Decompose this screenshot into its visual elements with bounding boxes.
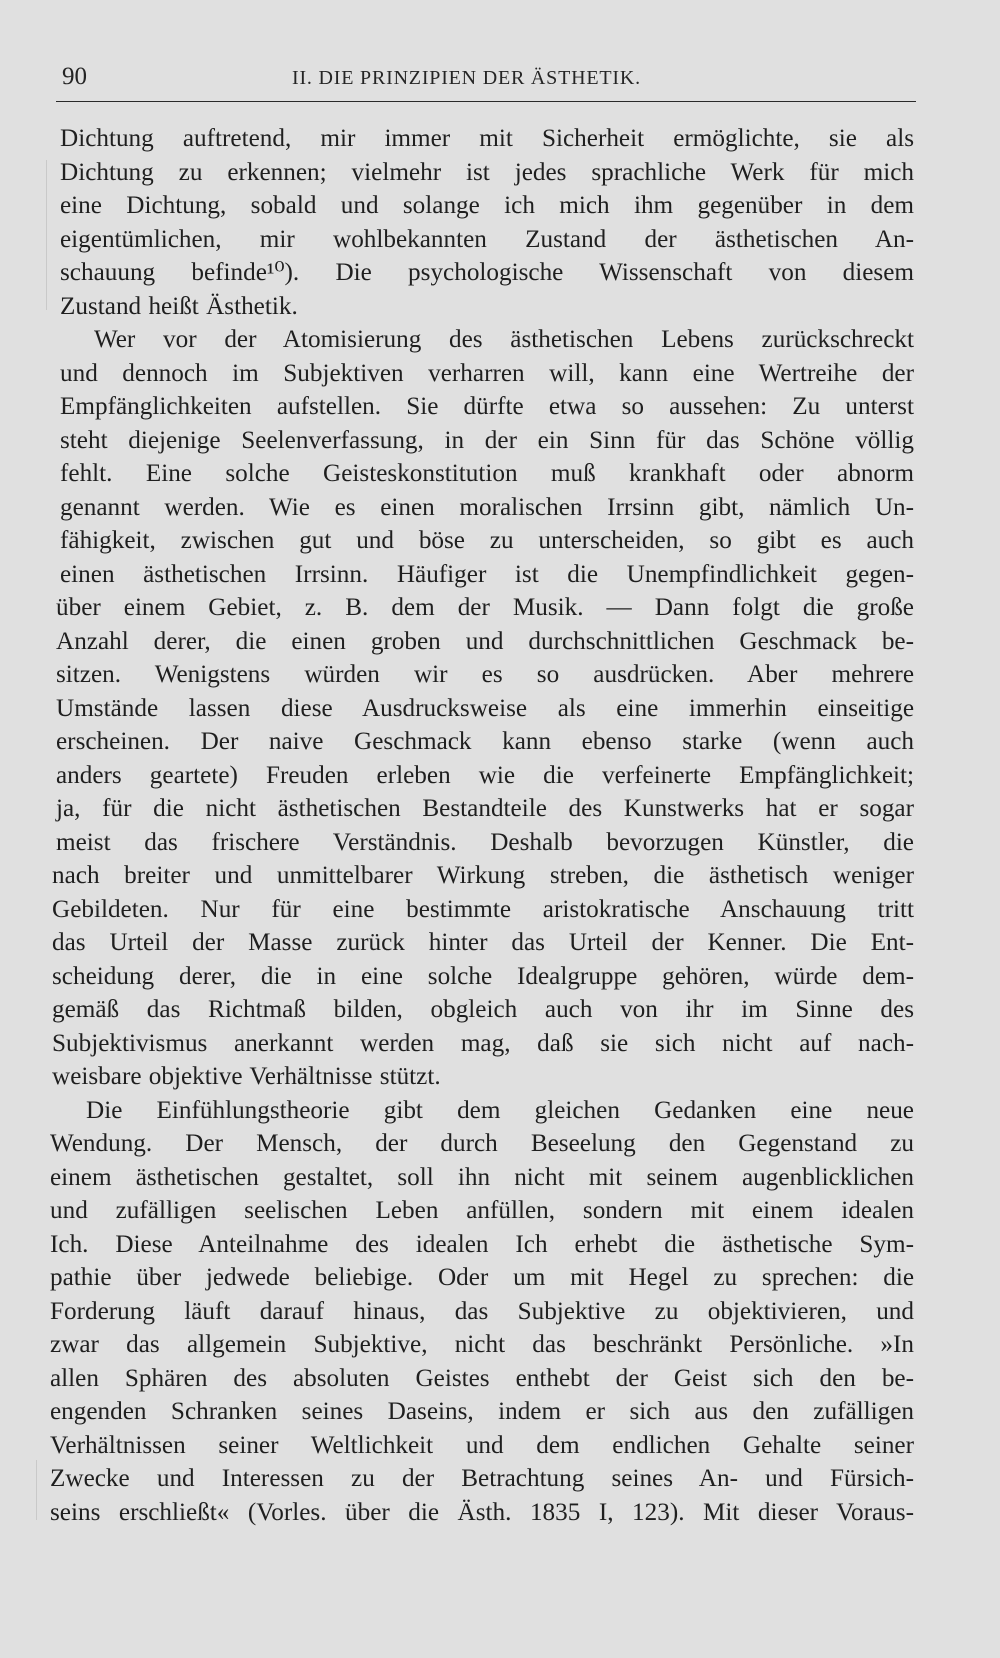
text-line: eine Dichtung, sobald und solange ich mich ihm gegenüber in dem <box>60 192 914 219</box>
text-line: das Urteil der Masse zurück hinter das Urteil der Kenner. Die Ent- <box>52 929 914 956</box>
paragraph-first-line: Die Einfühlungstheorie gibt dem gleichen Gedanken eine neue <box>86 1096 914 1124</box>
text-line: über einem Gebiet, z. B. dem der Musik. — Dann folgt die große <box>56 594 914 621</box>
text-line: Empfänglichkeiten aufstellen. Sie dürfte etwa so aussehen: Zu unterst <box>60 393 914 420</box>
text-line: fehlt. Eine solche Geisteskonstitution muß krankhaft oder abnorm <box>60 460 914 487</box>
text-line: und dennoch im Subjektiven verharren will, kann eine Wertreihe der <box>60 359 914 387</box>
text-line: seins erschließt« (Vorles. über die Ästh. 1835 I, 123). Mit dieser Voraus- <box>50 1498 914 1526</box>
text-line: engenden Schranken seines Daseins, indem er sich aus den zufälligen <box>50 1398 914 1425</box>
text-line: anders geartete) Freuden erleben wie die verfeinerte Empfänglichkeit; <box>56 761 914 789</box>
text-line: Umstände lassen diese Ausdrucksweise als eine immerhin einseitige <box>56 694 914 722</box>
text-line: eigentümlichen, mir wohlbekannten Zustand der ästhetischen An- <box>60 225 914 253</box>
text-line: Wendung. Der Mensch, der durch Beseelung den Gegenstand zu <box>50 1130 914 1157</box>
text-line: und zufälligen seelischen Leben anfüllen, sondern mit einem idealen <box>50 1197 914 1224</box>
running-head: II. DIE PRINZIPIEN DER ÄSTHETIK. <box>292 67 641 89</box>
text-line: Dichtung auftretend, mir immer mit Sicherheit ermöglichte, sie als <box>60 125 914 152</box>
text-line: Ich. Diese Anteilnahme des idealen Ich erhebt die ästhetische Sym- <box>50 1230 914 1258</box>
text-line: Zustand heißt Ästhetik. <box>60 292 298 320</box>
text-line: einem ästhetischen gestaltet, soll ihn nicht mit seinem augenblicklichen <box>50 1163 914 1191</box>
text-line: einen ästhetischen Irrsinn. Häufiger ist die Unempfindlichkeit gegen- <box>60 560 914 588</box>
scan-fold-mark <box>46 160 47 310</box>
text-line: ja, für die nicht ästhetischen Bestandteile des Kunstwerks hat er sogar <box>56 795 914 822</box>
text-line: schauung befinde¹⁰). Die psychologische Wissenschaft von diesem <box>60 259 914 286</box>
text-line: Subjektivismus anerkannt werden mag, daß sie sich nicht auf nach- <box>52 1029 914 1057</box>
text-line: sitzen. Wenigstens würden wir es so ausdrücken. Aber mehrere <box>56 661 914 688</box>
text-line: scheidung derer, die in eine solche Idealgruppe gehören, würde dem- <box>52 962 914 990</box>
text-line: Gebildeten. Nur für eine bestimmte aristokratische Anschauung tritt <box>52 895 914 923</box>
text-line: pathie über jedwede beliebige. Oder um mit Hegel zu sprechen: die <box>50 1264 914 1291</box>
text-line: Dichtung zu erkennen; vielmehr ist jedes sprachliche Werk für mich <box>60 158 914 186</box>
page-number: 90 <box>62 63 87 90</box>
paragraph-first-line: Wer vor der Atomisierung des ästhetischen Lebens zurückschreckt <box>94 326 914 353</box>
text-line: erscheinen. Der naive Geschmack kann ebenso starke (wenn auch <box>56 728 914 755</box>
text-line: meist das frischere Verständnis. Deshalb bevorzugen Künstler, die <box>56 828 914 856</box>
text-line: zwar das allgemein Subjektive, nicht das beschränkt Persönliche. »In <box>50 1331 914 1358</box>
text-line: genannt werden. Wie es einen moralischen Irrsinn gibt, nämlich Un- <box>60 493 914 521</box>
text-line: allen Sphären des absoluten Geistes enthebt der Geist sich den be- <box>50 1364 914 1392</box>
text-line: Anzahl derer, die einen groben und durchschnittlichen Geschmack be- <box>56 627 914 655</box>
page-header <box>56 62 916 102</box>
text-line: gemäß das Richtmaß bilden, obgleich auch von ihr im Sinne des <box>52 996 914 1023</box>
text-line: weisbare objektive Verhältnisse stützt. <box>52 1063 441 1090</box>
text-line: Zwecke und Interessen zu der Betrachtung seines An- und Fürsich- <box>50 1465 914 1492</box>
scan-fold-mark <box>36 1460 37 1520</box>
text-line: Verhältnissen seiner Weltlichkeit und dem endlichen Gehalte seiner <box>50 1431 914 1459</box>
text-line: fähigkeit, zwischen gut und böse zu unterscheiden, so gibt es auch <box>60 527 914 554</box>
text-line: steht diejenige Seelenverfassung, in der ein Sinn für das Schöne völlig <box>60 426 914 454</box>
text-line: Forderung läuft darauf hinaus, das Subjektive zu objektivieren, und <box>50 1297 914 1325</box>
text-line: nach breiter und unmittelbarer Wirkung streben, die ästhetisch weniger <box>52 862 914 889</box>
body-text <box>50 122 914 1529</box>
